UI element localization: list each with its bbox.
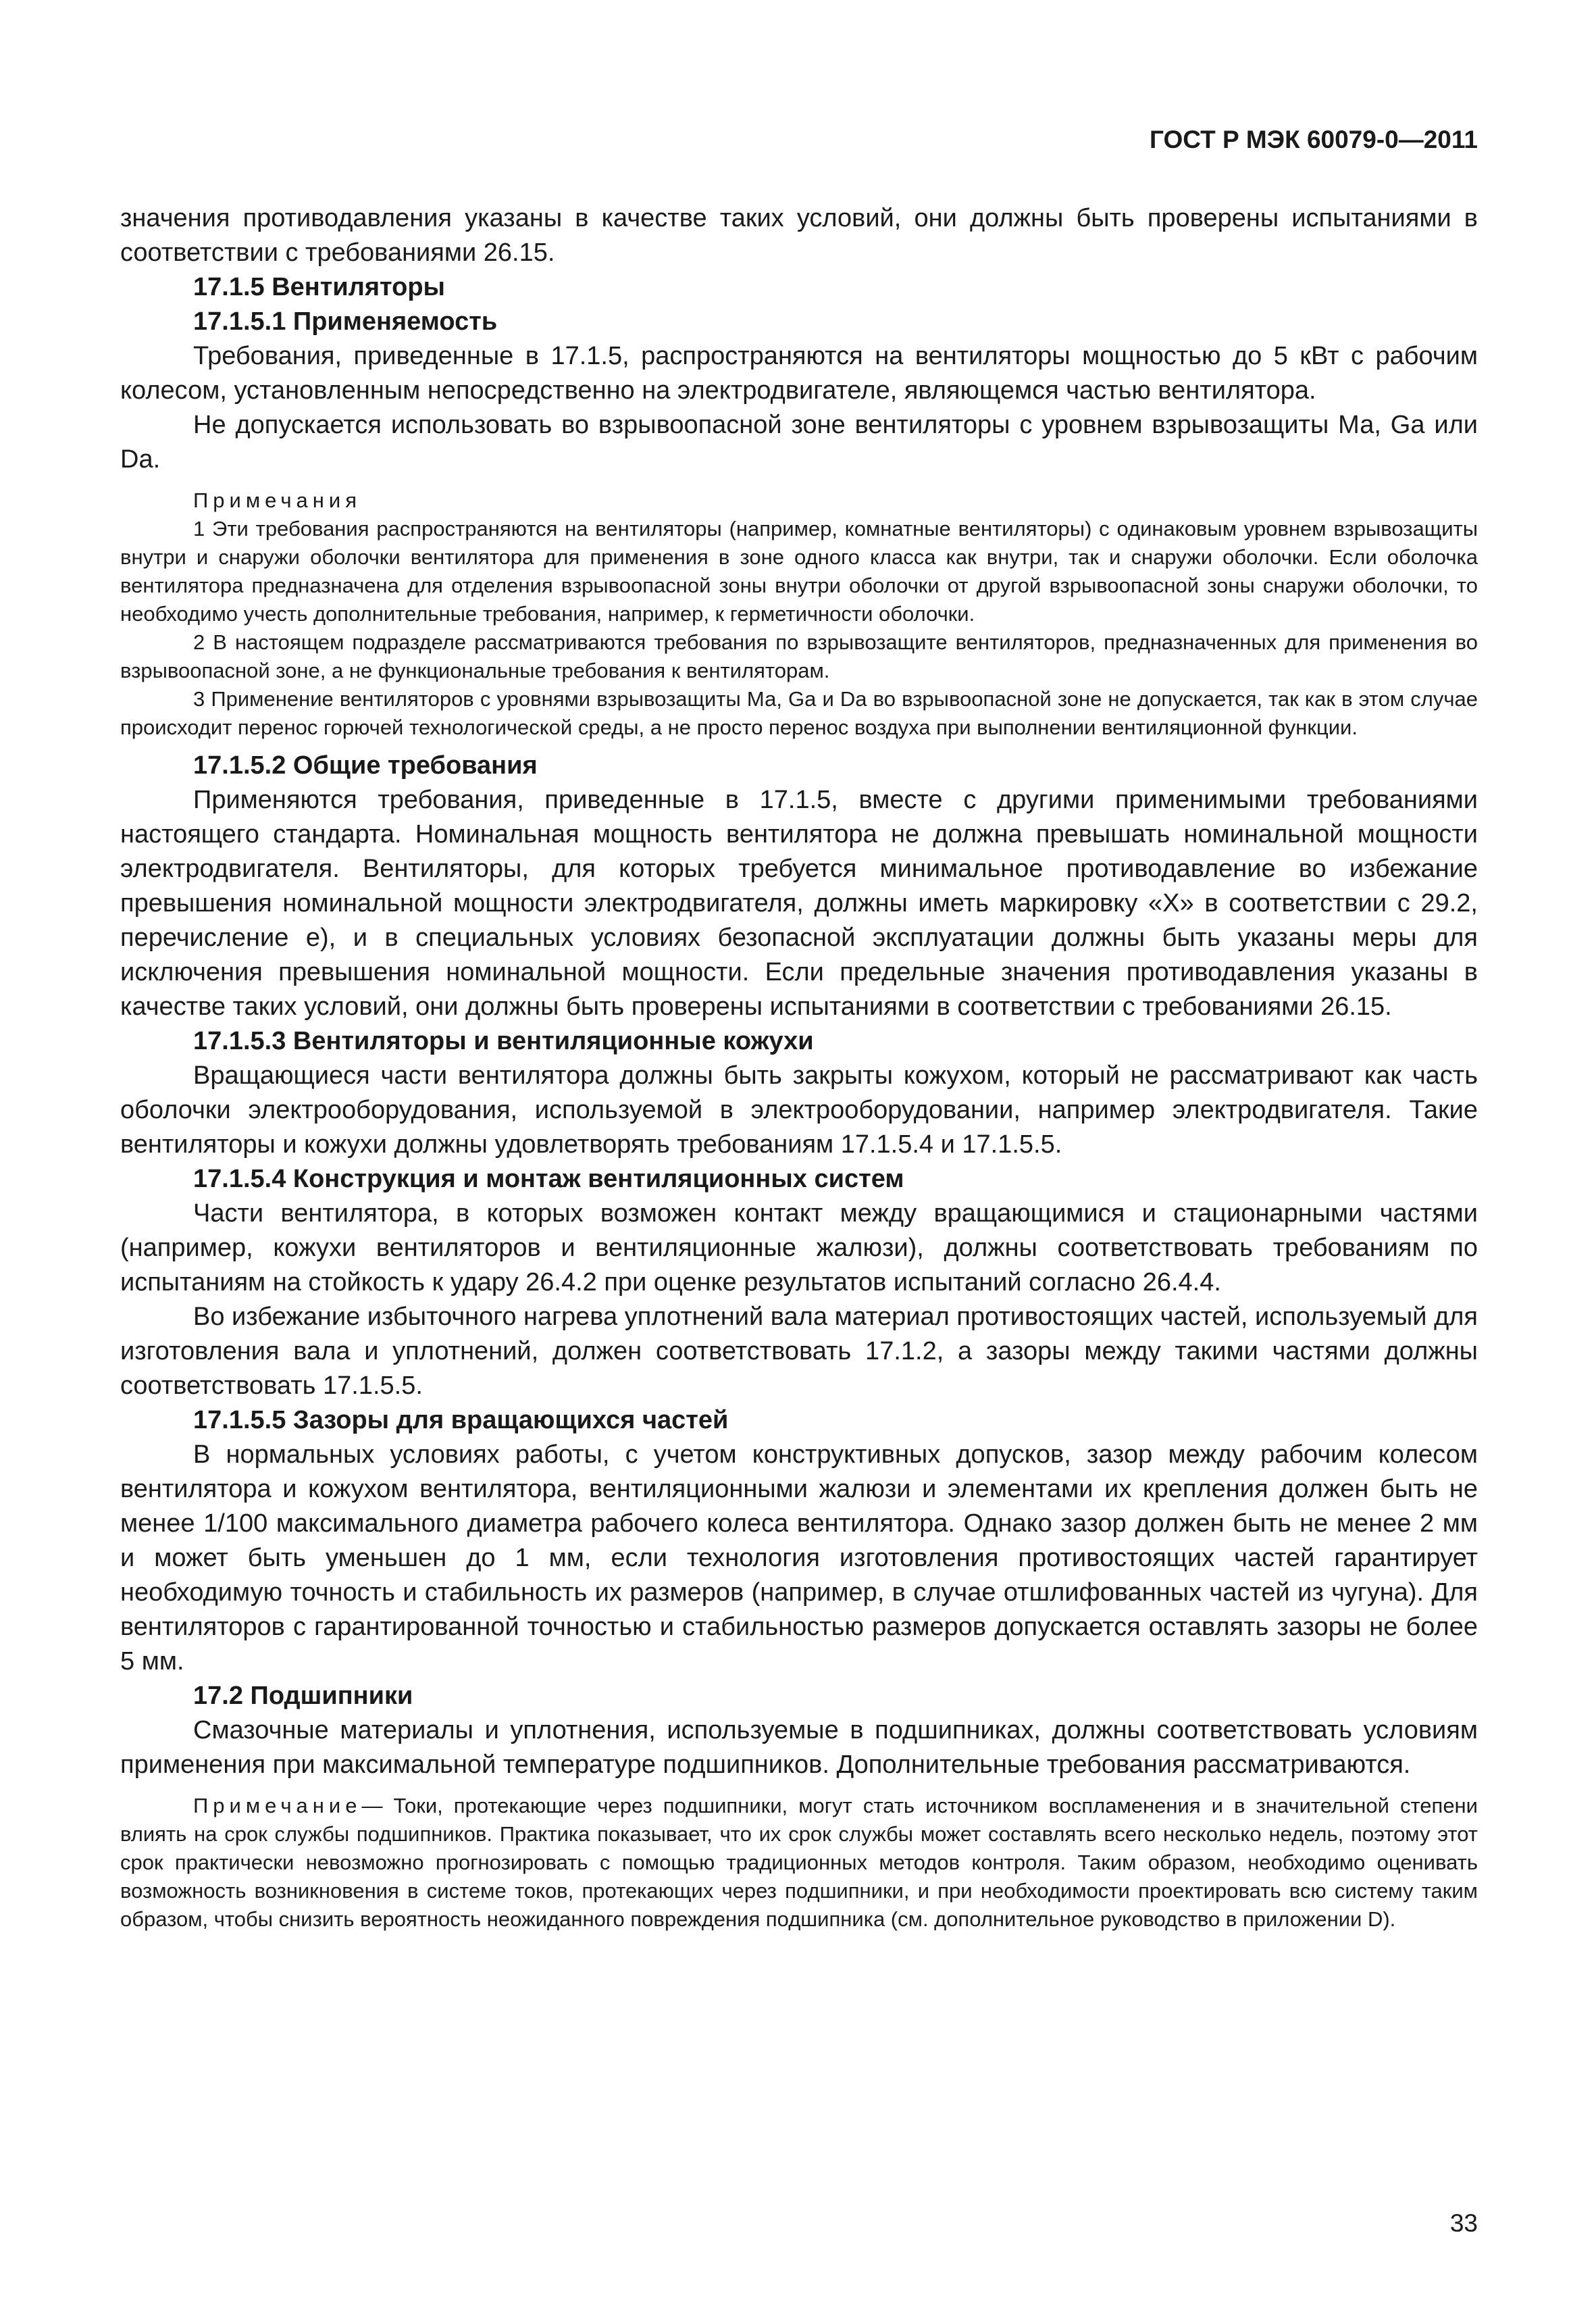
heading-17-1-5-5: 17.1.5.5 Зазоры для вращающихся частей	[193, 1406, 729, 1434]
note-2: 2 В настоящем подразделе рассматриваются требования по взрывозащите вентиляторов, предназначенных для применения во взрывоопасной зоне, а не функциональные требования к вентиляторам.	[120, 630, 1478, 682]
paragraph-17-1-5-4-b: Во избежание избыточного нагрева уплотнений вала материал противостоящих частей, используемый для изготовления вала и уплотнений, должен соответствовать 17.1.2, а зазоры между такими частями должны соответствовать 17.1.5.5.	[120, 1303, 1478, 1400]
heading-17-1-5: 17.1.5 Вентиляторы	[193, 273, 446, 301]
page-number: 33	[1449, 2209, 1478, 2237]
paragraph-17-1-5-3: Вращающиеся части вентилятора должны быть закрыты кожухом, который не рассматривают как часть оболочки электрооборудования, используемой в электрооборудовании, например электродвигателя. Такие вентиляторы и кожухи должны удовлетворять требованиям 17.1.5.4 и 17.1.5.5.	[120, 1061, 1478, 1159]
final-note-text: — Токи, протекающие через подшипники, могут стать источником воспламенения и в значительной степени влиять на срок службы подшипников. Практика показывает, что их срок службы может составлять всего несколько недель, поэтому этот срок практически невозможно прогнозировать с помощью традиционных методов контроля. Таким образом, необходимо оценивать возможность возникновения в системе токов, протекающих через подшипники, и при необходимости проектировать всю систему таким образом, чтобы снизить вероятность неожиданного повреждения подшипника (см. дополнительное руководство в приложении D).	[120, 1794, 1478, 1931]
paragraph-17-2: Смазочные материалы и уплотнения, используемые в подшипниках, должны соответствовать условиям применения при максимальной температуре подшипников. Дополнительные требования рассматриваются.	[120, 1716, 1478, 1779]
heading-17-1-5-2: 17.1.5.2 Общие требования	[193, 751, 538, 780]
standard-designation: ГОСТ Р МЭК 60079-0—2011	[1150, 126, 1478, 153]
note-3: 3 Применение вентиляторов с уровнями взрывозащиты Ма, Ga и Da во взрывоопасной зоне не допускается, так как в этом случае происходит перенос горючей технологической среды, а не просто перенос воздуха при выполнении вентиляционной функции.	[120, 687, 1478, 739]
paragraph-17-1-5-1-a: Требования, приведенные в 17.1.5, распространяются на вентиляторы мощностью до 5 кВт с рабочим колесом, установленным непосредственно на электродвигателе, являющемся частью вентилятора.	[120, 342, 1478, 405]
paragraph-17-1-5-5: В нормальных условиях работы, с учетом конструктивных допусков, зазор между рабочим колесом вентилятора и кожухом вентилятора, вентиляционными жалюзи и элементами их крепления должен быть не менее 1/100 максимального диаметра рабочего колеса вентилятора. Однако зазор должен быть не менее 2 мм и может быть уменьшен до 1 мм, если технология изготовления противостоящих частей гарантирует необходимую точность и стабильность их размеров (например, в случае отшлифованных частей из чугуна). Для вентиляторов с гарантированной точностью и стабильностью размеров допускается оставлять зазоры не более 5 мм.	[120, 1440, 1478, 1676]
final-note-label: Примечание	[193, 1794, 362, 1817]
notes-title: Примечания	[193, 488, 361, 512]
final-note	[120, 1792, 1478, 1934]
paragraph-17-1-5-1-b: Не допускается использовать во взрывоопасной зоне вентиляторы с уровнем взрывозащиты Ма, Ga или Da.	[120, 411, 1478, 474]
paragraph-17-1-5-2: Применяются требования, приведенные в 17.1.5, вместе с другими применимыми требованиями настоящего стандарта. Номинальная мощность вентилятора не должна превышать номинальной мощности электродвигателя. Вентиляторы, для которых требуется минимальное противодавление во избежание превышения номинальной мощности электродвигателя, должны иметь маркировку «Х» в соответствии с 29.2, перечисление е), и в специальных условиях безопасной эксплуатации должны быть указаны меры для исключения превышения номинальной мощности. Если предельные значения противодавления указаны в качестве таких условий, они должны быть проверены испытаниями в соответствии с требованиями 26.15.	[120, 786, 1478, 1021]
paragraph-17-1-5-4-a: Части вентилятора, в которых возможен контакт между вращающимися и стационарными частями (например, кожухи вентиляторов и вентиляционные жалюзи), должны соответствовать требованиям по испытаниям на стойкость к удару 26.4.2 при оценке результатов испытаний согласно 26.4.4.	[120, 1199, 1478, 1297]
heading-17-2: 17.2 Подшипники	[193, 1682, 413, 1710]
note-1: 1 Эти требования распространяются на вентиляторы (например, комнатные вентиляторы) с одинаковым уровнем взрывозащиты внутри и снаружи оболочки вентилятора для применения в зоне одного класса как внутри, так и снаружи оболочки. Если оболочка вентилятора предназначена для отделения взрывоопасной зоны внутри оболочки от другой взрывоопасной зоны снаружи оболочки, то необходимо учесть дополнительные требования, например, к герметичности оболочки.	[120, 517, 1478, 626]
heading-17-1-5-1: 17.1.5.1 Применяемость	[193, 307, 498, 336]
heading-17-1-5-3: 17.1.5.3 Вентиляторы и вентиляционные кожухи	[193, 1027, 814, 1055]
heading-17-1-5-4: 17.1.5.4 Конструкция и монтаж вентиляционных систем	[193, 1165, 904, 1193]
paragraph-intro: значения противодавления указаны в качестве таких условий, они должны быть проверены испытаниями в соответствии с требованиями 26.15.	[120, 204, 1478, 267]
notes-block	[120, 486, 1478, 742]
page-content	[120, 201, 1478, 1934]
